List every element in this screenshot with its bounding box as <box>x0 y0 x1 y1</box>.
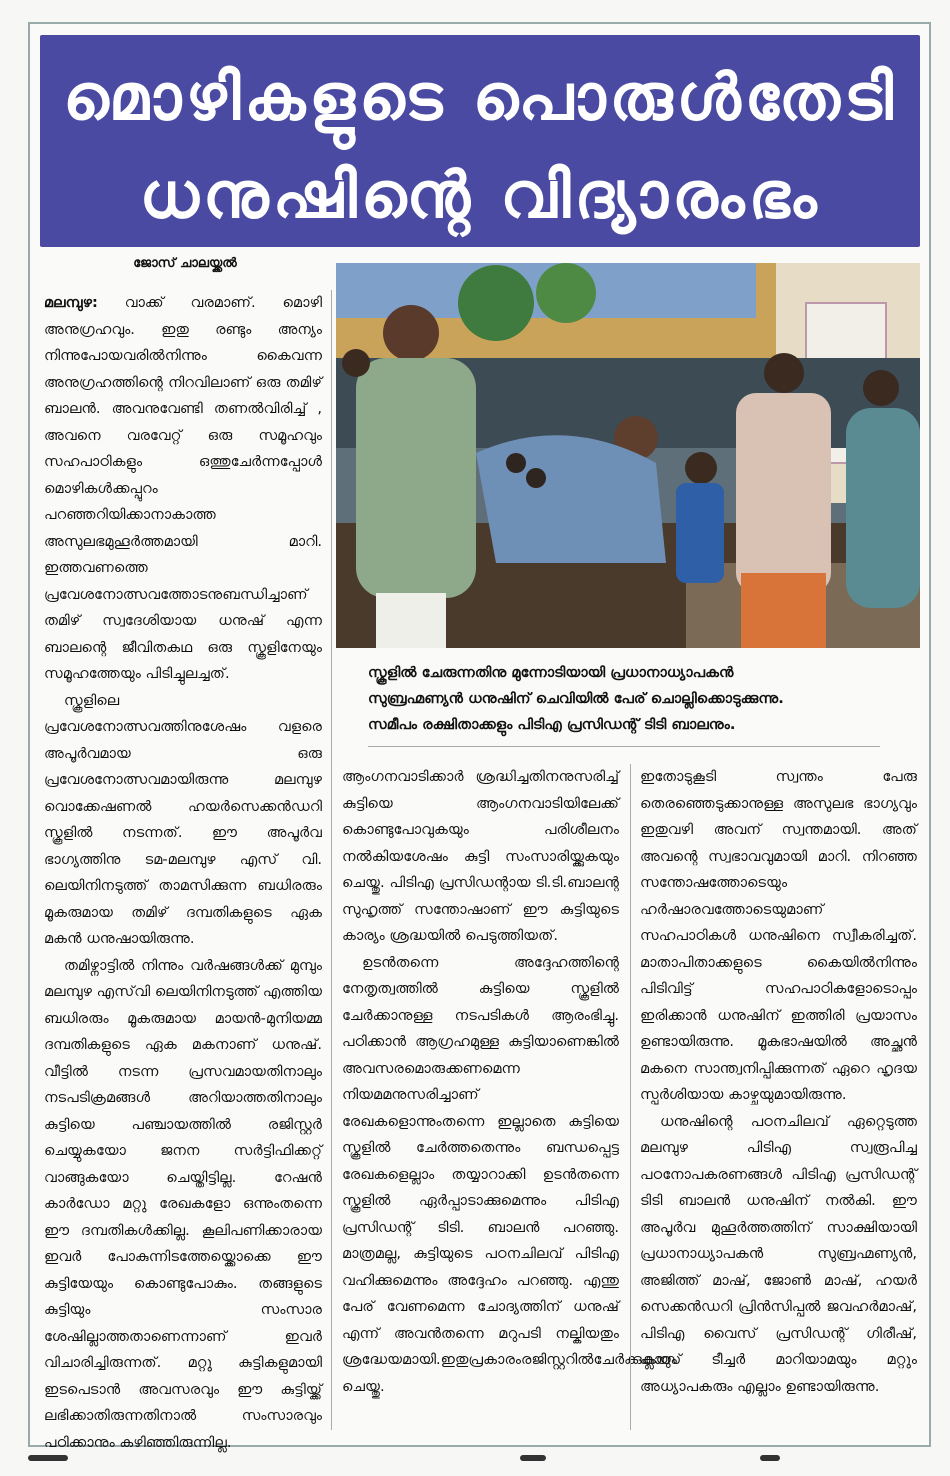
headline-line-2: ധനുഷിന്റെ വിദ്യാരംഭം <box>139 159 821 233</box>
page-bottom-mark <box>28 1455 68 1461</box>
article-column-2 <box>342 764 677 1400</box>
paragraph: ധനുഷിന്റെ പഠനചിലവ് ഏറ്റെടുത്ത മലമ്പുഴ പിടിഎ സ്വരൂപിച്ച പഠനോപകരണങ്ങൾ പിടിഎ പ്രസിഡന്റ് ടിടി ബാലൻ ധനുഷിന് നൽകി. ഈ അപൂർവ മുഹൂർത്തത്തിന് സാക്ഷിയായി പ്രധാനാധ്യാപകൻ സുബ്രഹ്മണ്യൻ, അജിത്ത് മാഷ്, ജോൺ മാഷ്, ഹയർ സെക്കൻഡറി പ്രിൻസിപ്പൽ ജവഹർമാഷ്, പിടിഎ വൈസ് പ്രസിഡന്റ് ഗിരീഷ്, ക്ലാസ് ടീച്ചർ മാറിയാമയും മറ്റും അധ്യാപകരും എല്ലാം ഉണ്ടായിരുന്നു. <box>640 1112 917 1395</box>
paragraph-text: വാക്ക് വരമാണ്. മൊഴി അനുഗ്രഹവും. ഇതു രണ്ടും അന്യം നിന്നുപോയവരിൽനിന്നും കൈവന്ന അനുഗ്രഹത്തിന്റെ നിറവിലാണ് ഒരു തമിഴ് ബാലൻ. അവനുവേണ്ടി തണൽവിരിച്ച് , അവനെ വരവേറ്റ് ഒരു സമൂഹവും സഹപാഠികളും ഒത്തുചേർന്നപ്പോൾ മൊഴികൾക്കപ്പുറം പറഞ്ഞറിയിക്കാനാകാത്ത അസുലഭമുഹൂർത്തമായി മാറി. ഇത്തവണത്തെ പ്രവേശനോത്സവത്തോടനുബന്ധിച്ചാണ് തമിഴ് സ്വദേശിയായ ധനുഷ് എന്ന ബാലന്റെ ജീവിതകഥ ഒരു സ്കൂളിനേയും സമൂഹത്തേയും പിടിച്ചുലച്ചത്. <box>44 294 323 682</box>
headline-line-1: മൊഴികളുടെ പൊരുൾതേടി <box>63 61 897 135</box>
caption-line: സുബ്രഹ്മണ്യൻ ധനുഷിന് ചെവിയിൽ പേര് ചൊല്ലിക്കൊടുക്കുന്നു. <box>368 690 784 707</box>
caption-line: സമീപം രക്ഷിതാക്കളും പിടിഎ പ്രസിഡന്റ് ടിടി ബാലനും. <box>368 716 736 733</box>
paragraph: തമിഴ്നാട്ടിൽ നിന്നും വർഷങ്ങൾക്ക് മുമ്പും മലമ്പുഴ എസ്‌വി ലെയിനിനടുത്ത് എത്തിയ ബധിരരും മൂകരുമായ മായൻ-മുനിയമ്മ ദമ്പതികളുടെ ഏക മകനാണ് ധനുഷ്. വീട്ടിൽ നടന്ന പ്രസവമായതിനാലും നടപടിക്രമങ്ങൾ അറിയാത്തതിനാലും കുട്ടിയെ പഞ്ചായത്തിൽ രജിസ്റ്റർ ചെയ്യുകയോ ജനന സർട്ടിഫിക്കറ്റ് വാങ്ങുകയോ ചെയ്തിട്ടില്ല. റേഷൻ കാർഡോ മറ്റു രേഖകളോ ഒന്നുംതന്നെ ഈ ദമ്പതികൾക്കില്ല. കൂലിപണിക്കാരായ ഇവർ പോകുന്നിടത്തേയ്ക്കൊക്കെ ഈ കുട്ടിയേയും കൊണ്ടുപോകും. തങ്ങളുടെ കുട്ടിയും സംസാര ശേഷില്ലാത്തതാണെന്നാണ് ഇവർ വിചാരിച്ചിരുന്നത്. മറ്റു കുട്ടികളുമായി ഇടപെടാൻ അവസരവും ഈ കുട്ടിയ്ക്ക് ലഭിക്കാതിരുന്നതിനാൽ സംസാരവും പഠിക്കാനും കഴിഞ്ഞിരുന്നില്ല. <box>44 956 322 1451</box>
paragraph: ഉടൻതന്നെ അദ്ദേഹത്തിന്റെ നേതൃത്വത്തിൽ കുട്ടിയെ സ്കൂളിൽ ചേർക്കാനുള്ള നടപടികൾ ആരംഭിച്ചു. പഠിക്കാൻ ആഗ്രഹമുള്ള കുട്ടിയാണെങ്കിൽ അവസരമൊരുക്കണമെന്ന നിയമമനുസരിച്ചാണ് രേഖകളൊന്നുംതന്നെ ഇല്ലാതെ കുട്ടിയെ സ്കൂളിൽ ചേർത്തതെന്നും ബന്ധപ്പെട്ട രേഖകളെല്ലാം തയ്യാറാക്കി ഉടൻതന്നെ സ്കൂളിൽ ഏർപ്പാടാക്കുമെന്നും പിടിഎ പ്രസിഡന്റ് ടിടി. ബാലൻ പറഞ്ഞു. മാത്രമല്ല, കുട്ടിയുടെ പഠനചിലവ് പിടിഎ വഹിക്കുമെന്നും അദ്ദേഹം പറഞ്ഞു. എന്തു പേര് വേണമെന്ന ചോദ്യത്തിന് ധനുഷ് എന്ന് അവൻതന്നെ മറുപടി നല്കിയതും ശ്രദ്ധേയമായി.ഇതുപ്രകാരംരജിസ്റ്ററിൽചേർക്കുകയും ചെയ്തു. <box>342 953 677 1395</box>
paragraph: ആംഗനവാടിക്കാർ ശ്രദ്ധിച്ചതിനനുസരിച്ച് കുട്ടിയെ ആംഗനവാടിയിലേക്ക് കൊണ്ടുപോവുകയും പരിശീലനം നൽകിയശേഷം കുട്ടി സംസാരിയ്ക്കുകയും ചെയ്തു. പിടിഎ പ്രസിഡന്റായ ടി.ടി.ബാലന്റ സുഹൃത്ത് സന്തോഷാണ് ഈ കുട്ടിയുടെ കാര്യം ശ്രദ്ധയിൽ പെടുത്തിയത്. <box>342 768 619 944</box>
paragraph: ഇതോടുകൂടി സ്വന്തം പേരു തെരഞ്ഞെടുക്കാനുള്ള അസുലഭ ഭാഗ്യവും ഇതുവഴി അവന് സ്വന്തമായി. അത് അവന്റെ സ്വഭാവവുമായി മാറി. നിറഞ്ഞ സന്തോഷത്തോടെയും ഹർഷാരവത്തോടെയുമാണ് സഹപാഠികൾ ധനുഷിനെ സ്വീകരിച്ചത്. മാതാപിതാക്കളുടെ കൈയിൽനിന്നും പിടിവിട്ട് സഹപാഠികളോടൊപ്പം ഇരിക്കാൻ ധനുഷിന് ഇത്തിരി പ്രയാസം ഉണ്ടായിരുന്നു. മൂകഭാഷയിൽ അച്ഛൻ മകനെ സാന്ത്വനിപ്പിക്കുന്നത് ഏറെ ഹൃദയ സ്പർശിയായ കാഴ്ചയുമായിരുന്നു. <box>640 768 917 1103</box>
article-column-1 <box>44 290 322 1456</box>
paragraph <box>44 290 322 688</box>
classroom-photo-illustration <box>336 263 920 648</box>
dateline: മലമ്പുഴ: <box>44 294 98 311</box>
headline-banner <box>40 35 920 247</box>
byline: ജോസ് ചാലയ്ക്കൽ <box>133 256 237 271</box>
column-divider <box>630 764 631 1430</box>
news-photo <box>336 263 920 648</box>
caption-divider <box>368 746 880 747</box>
article-column-3 <box>640 764 917 1400</box>
page-bottom-mark <box>760 1455 780 1461</box>
photo-caption <box>368 660 920 738</box>
caption-line: സ്കൂളിൽ ചേരുന്നതിനു മുന്നോടിയായി പ്രധാനാധ്യാപകൻ <box>368 664 734 681</box>
page-bottom-mark <box>520 1455 546 1461</box>
paragraph: സ്കൂളിലെ പ്രവേശനോത്സവത്തിനുശേഷം വളരെ അപൂർവമായ ഒരു പ്രവേശനോത്സവമായിരുന്നു മലമ്പുഴ വൊക്കേഷണൽ ഹയർസെക്കൻഡറി സ്കൂളിൽ നടന്നത്. ഈ അപൂർവ ഭാഗ്യത്തിനു ടമ-മലമ്പുഴ എസ് വി. ലെയിനിനടുത്ത് താമസിക്കുന്ന ബധിരരും മൂകരുമായ തമിഴ് ദമ്പതികളുടെ ഏക മകൻ ധനുഷായിരുന്നു. <box>44 691 322 947</box>
column-divider <box>331 290 332 1430</box>
